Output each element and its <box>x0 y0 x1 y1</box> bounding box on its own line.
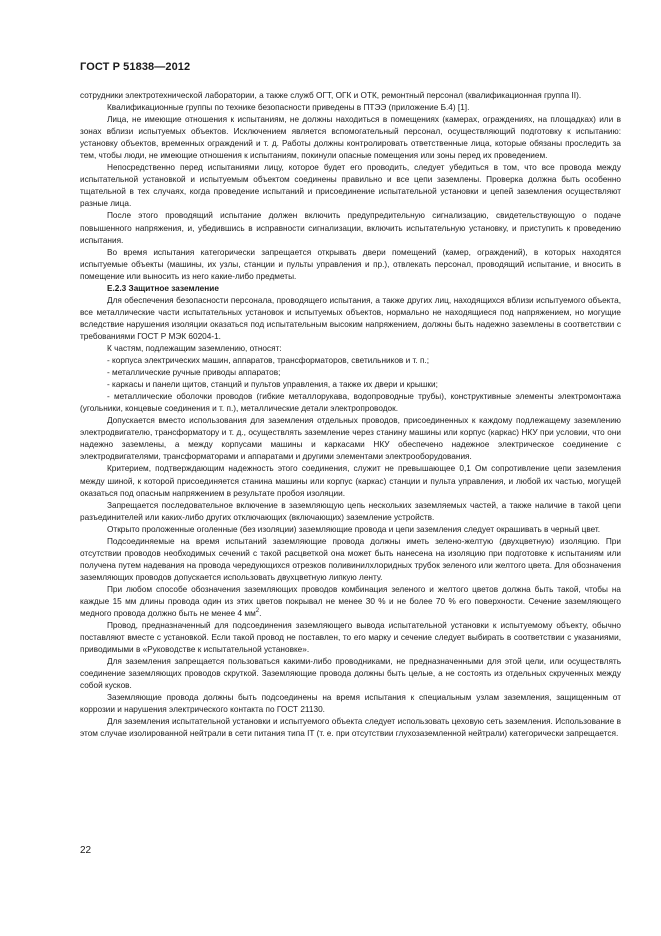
paragraph: Лица, не имеющие отношения к испытаниям, не должны находиться в помещениях (камерах, ограждениях, на площадках) или в зонах вблизи испытуемых объектов. Исключением является вспомогательный персонал, осуществляющий подготовку к испытанию: установку объектов, временных ограждений и т. д. Работы должны контролировать ответственные лица, которые обязаны проследить за тем, чтобы люди, не имеющие отношения к испытаниям, покинули опасные помещения или зоны перед их проведением. <box>80 115 621 161</box>
paragraph: Для заземления запрещается пользоваться какими-либо проводниками, не предназначенными для этой цели, или осуществлять соединение заземляющих проводов скруткой. Заземляющие провода должны быть целые, а не состоять из отдельных скрученных между собой кусков. <box>80 657 621 691</box>
paragraph: Во время испытания категорически запрещается открывать двери помещений (камер, ограждений), в которых находятся испытуемые объекты (машины, их узлы, станции и пульты управления и пр.), отвлекать персонал, проводящий испытание, и вносить в помещение или выносить из него какие-либо предметы. <box>80 247 621 281</box>
page-header-standard: ГОСТ Р 51838—2012 <box>80 61 191 73</box>
paragraph-end: . <box>259 609 262 619</box>
list-item: - металлические оболочки проводов (гибкие металлорукава, водопроводные трубы), конструктивные элементы электромонтажа (угольники, концевые соединения и т. п.), металлические детали электропроводок. <box>80 392 621 414</box>
paragraph: Для обеспечения безопасности персонала, проводящего испытания, а также других лиц, находящихся вблизи испытуемого объекта, все металлические части испытательных установок и испытуемых объектов, нормально не находящиеся под напряжением, но могущие вследствие нарушения изоляции оказаться под испытательным высоким напряжением, должны быть надежно заземлены в соответствии с требованиями ГОСТ Р МЭК 60204-1. <box>80 295 621 341</box>
paragraph: Подсоединяемые на время испытаний заземляющие провода должны иметь зелено-желтую (двухцветную) изоляцию. При отсутствии проводов необходимых сечений с такой расцветкой она может быть нанесена на изоляцию при подготовке к испытаниям или получена путем надевания на провода чередующихся отрезков поливинилхлоридных трубок зеленого или желтого цвета. Для обозначения заземляющих проводов допускается использовать двухцветную липкую ленту. <box>80 536 621 582</box>
paragraph-text: При любом способе обозначения заземляющих проводов комбинация зеленого и желтого цветов должна быть такой, чтобы на каждые 15 мм длины провода один из этих цветов покрывал не менее 30 % и не более 70 % его поверхности. Сечение заземляющего медного провода должно быть не менее 4 мм <box>80 584 621 619</box>
document-body <box>80 90 621 741</box>
paragraph: сотрудники электротехнической лаборатории, а также служб ОГТ, ОГК и ОТК, ремонтный персонал (квалификационная группа II). <box>80 91 582 100</box>
paragraph: Открыто проложенные оголенные (без изоляции) заземляющие провода и цепи заземления следует окрашивать в черный цвет. <box>107 524 601 534</box>
paragraph: Для заземления испытательной установки и испытуемого объекта следует использовать цеховую сеть заземления. Использование в этом случае изолированной нейтрали в сети питания типа IT (т. е. при отсутствии глухозаземленной нейтрали) категорически запрещается. <box>80 717 621 739</box>
paragraph: Провод, предназначенный для подсоединения заземляющего вывода испытательной установки к испытуемому объекту, обычно поставляют вместе с установкой. Если такой провод не поставлен, то его марку и сечение следует выбирать в соответствии с указаниями, приводимыми в «Руководстве к испытательной установке». <box>80 621 621 655</box>
paragraph: Заземляющие провода должны быть подсоединены на время испытания к специальным узлам заземления, защищенным от коррозии и нарушения электрического контакта по ГОСТ 21130. <box>80 693 621 715</box>
paragraph <box>80 584 621 620</box>
paragraph: Допускается вместо использования для заземления отдельных проводов, присоединенных к каждому подлежащему заземлению электродвигателю, трансформатору и т. д., осуществлять заземление через станину машины или корпус (каркас) НКУ при условии, что они надежно заземлены, а между корпусами машины и каркасами НКУ обеспечено надежное электрическое соединение с электродвигателями, трансформаторами и аппаратами и другими элементами электрооборудования. <box>80 416 621 462</box>
page-number: 22 <box>80 845 92 856</box>
paragraph: Запрещается последовательное включение в заземляющую цепь нескольких заземляемых частей, а также наличие в такой цепи разъединителей или каких-либо других отключающих (включающих) заземление устройств. <box>80 500 621 522</box>
list-item: - металлические ручные приводы аппаратов; <box>107 368 281 378</box>
superscript: 2 <box>255 608 260 615</box>
list-item: - корпуса электрических машин, аппаратов, трансформаторов, светильников и т. п.; <box>107 356 430 366</box>
list-item: - каркасы и панели щитов, станций и пультов управления, а также их двери и крышки; <box>107 380 438 390</box>
section-heading: Е.2.3 Защитное заземление <box>107 283 219 293</box>
paragraph: К частям, подлежащим заземлению, относят: <box>107 343 282 353</box>
paragraph: Непосредственно перед испытаниями лицу, которое будет его проводить, следует убедиться в том, что все провода между испытательной установкой и испытуемым объектом соединены правильно и все цепи заземлены. Проверка должна быть особенно тщательной в тех случаях, когда проведение испытаний и присоединение испытательной установки и цепей заземления осуществляют разные лица. <box>80 163 621 209</box>
paragraph: Критерием, подтверждающим надежность этого соединения, служит не превышающее 0,1 Ом сопротивление цепи заземления между шиной, к которой присоединяется станина машины или корпус (каркас) станции и пульта управления, и любой их частью, могущей оказаться под опасным напряжением в результате пробоя изоляции. <box>80 464 621 498</box>
paragraph: После этого проводящий испытание должен включить предупредительную сигнализацию, свидетельствующую о подаче повышенного напряжения, и, убедившись в исправности сигнализации, включить испытательную установку, и приступить к проведению испытания. <box>80 211 621 245</box>
paragraph: Квалификационные группы по технике безопасности приведены в ПТЭЭ (приложение Б.4) [1]. <box>107 103 470 113</box>
